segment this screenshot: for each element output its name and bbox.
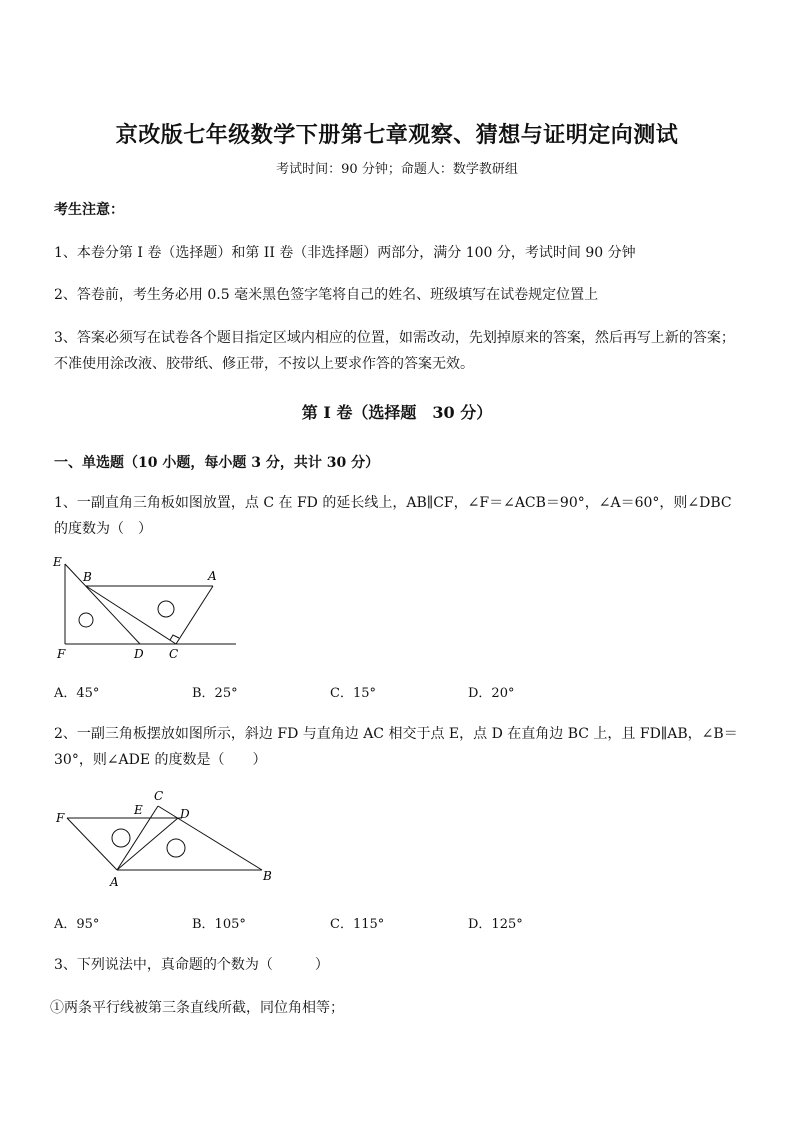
notice-heading: 考生注意：: [54, 202, 124, 218]
label-c: C: [154, 789, 164, 803]
right-angle-mark: [170, 635, 179, 640]
q1-option-a[interactable]: A．45°: [54, 686, 100, 701]
label-f: F: [57, 647, 66, 661]
triangle-hole-left: [79, 613, 93, 627]
segment-ac: [176, 586, 213, 644]
label-a: A: [208, 569, 217, 583]
q2-option-a[interactable]: A．95°: [54, 917, 100, 932]
label-e: E: [134, 803, 143, 817]
segment-bc: [86, 586, 176, 644]
label-a: A: [110, 875, 119, 889]
label-d: D: [134, 647, 144, 661]
question-2-text: 2、一副三角板摆放如图所示，斜边 FD 与直角边 AC 相交于点 E，点 D 在直角边 BC 上，且 FD∥AB，∠B＝30°，则∠ADE 的度数是（ ）: [54, 726, 738, 768]
segment-ed: [65, 564, 140, 644]
notice-item-1: 1、本卷分第 I 卷（选择题）和第 II 卷（非选择题）两部分，满分 100 分，考试时间 90 分钟: [54, 245, 636, 261]
triangle-hole-right: [158, 601, 174, 617]
triangle-hole-right: [167, 839, 185, 857]
q2-option-b[interactable]: B．105°: [192, 917, 246, 932]
q1-option-c[interactable]: C．15°: [330, 686, 376, 701]
label-d: D: [180, 807, 190, 821]
segment-ad: [117, 818, 178, 870]
label-b: B: [263, 869, 272, 883]
question-2-figure: [52, 786, 282, 892]
notice-item-2: 2、答卷前，考生务必用 0.5 毫米黑色签字笔将自己的姓名、班级填写在试卷规定位置上: [54, 287, 599, 303]
q1-option-d[interactable]: D．20°: [468, 686, 515, 701]
question-3-statement-1: ①两条平行线被第三条直线所截，同位角相等；: [50, 1000, 344, 1016]
section-title: 第 I 卷（选择题 30 分）: [301, 403, 493, 422]
page-title: 京改版七年级数学下册第七章观察、猜想与证明定向测试: [115, 122, 679, 148]
label-f: F: [56, 811, 65, 825]
segment-cb: [158, 806, 262, 870]
triangle-hole-left: [112, 829, 130, 847]
question-1-figure: [48, 552, 248, 664]
label-e: E: [53, 555, 62, 569]
exam-info: 考试时间：90 分钟；命题人：数学教研组: [276, 162, 518, 177]
q2-option-c[interactable]: C．115°: [330, 917, 385, 932]
part-heading: 一、单选题（10 小题，每小题 3 分，共计 30 分）: [54, 455, 380, 471]
label-c: C: [169, 647, 179, 661]
label-b: B: [83, 570, 92, 584]
notice-item-3: 3、答案必须写在试卷各个题目指定区域内相应的位置，如需改动，先划掉原来的答案，然后再写上新的答案；不准使用涂改液、胶带纸、修正带，不按以上要求作答的答案无效。: [54, 330, 735, 372]
question-1-text: 1、一副直角三角板如图放置，点 C 在 FD 的延长线上，AB∥CF，∠F＝∠ACB＝90°，∠A＝60°，则∠DBC 的度数为（ ）: [54, 495, 732, 537]
q1-option-b[interactable]: B．25°: [192, 686, 238, 701]
question-3-text: 3、下列说法中，真命题的个数为（ ）: [54, 957, 329, 973]
q2-option-d[interactable]: D．125°: [468, 917, 523, 932]
segment-fa: [67, 818, 117, 870]
